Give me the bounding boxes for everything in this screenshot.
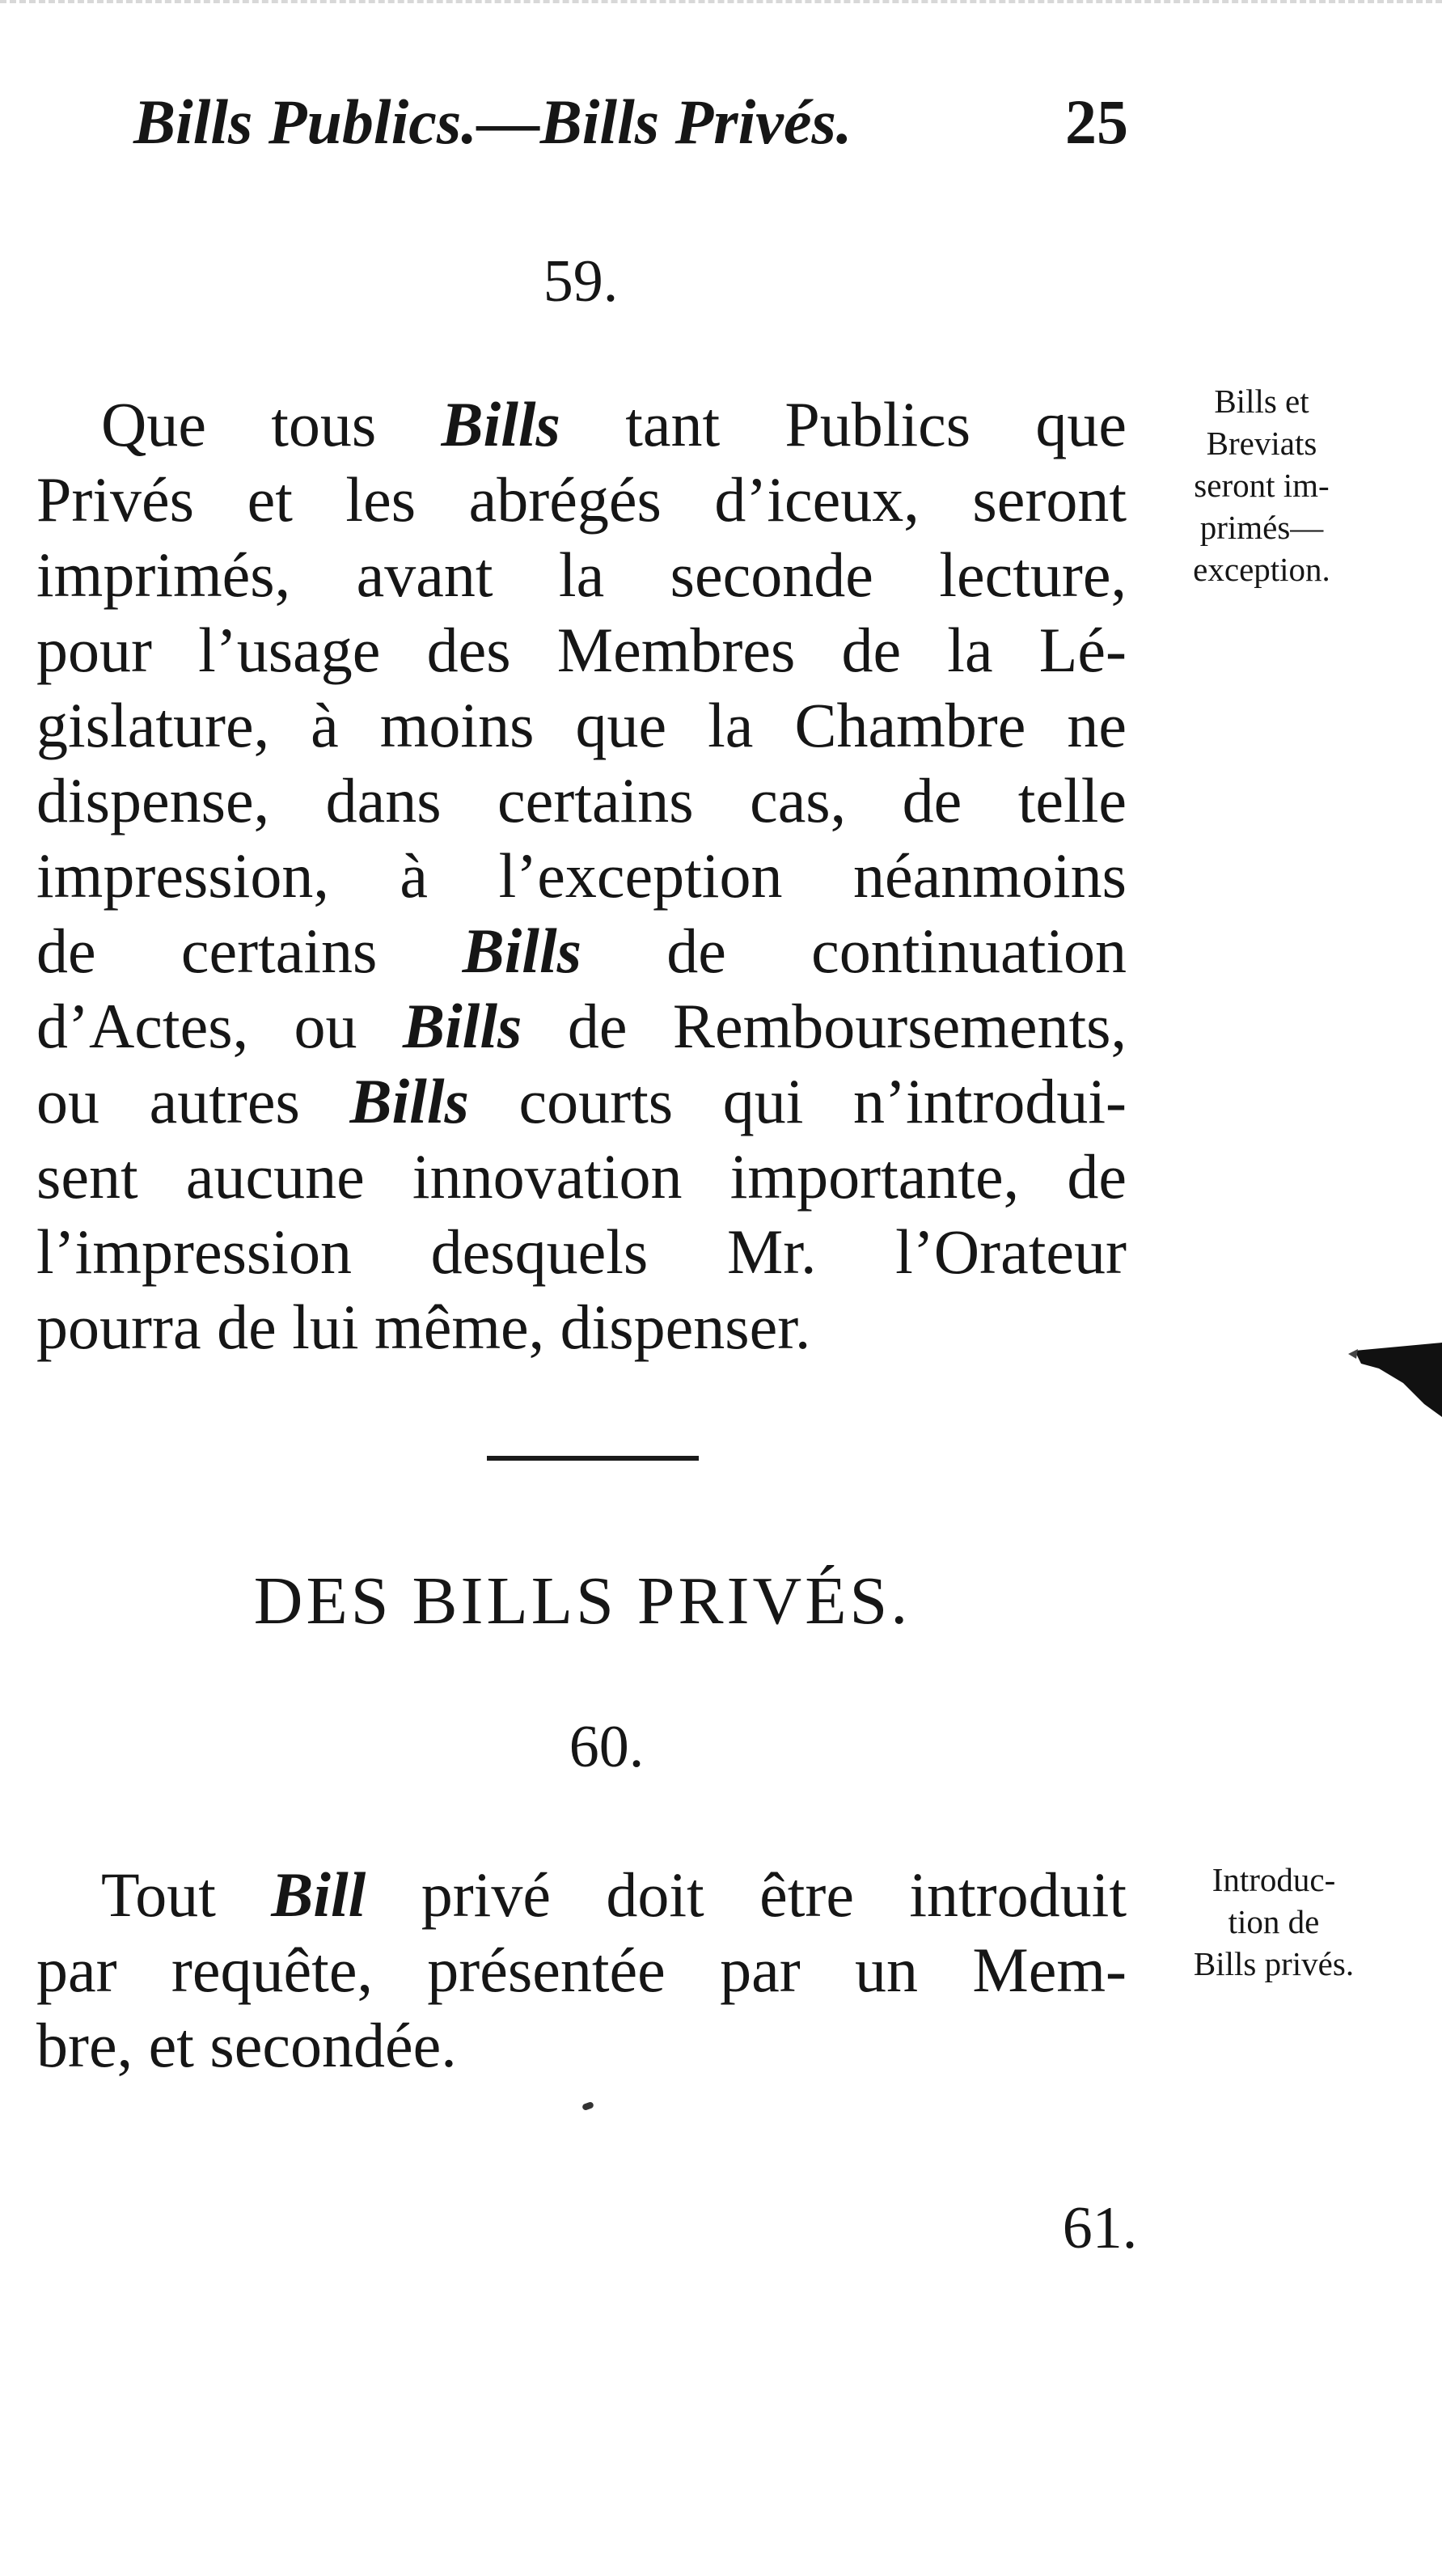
article-59-line: Privés et les abrégés d’iceux, seront xyxy=(36,464,1127,535)
article-59-line: imprimés, avant la seconde lecture, xyxy=(36,539,1127,610)
article-59-text xyxy=(36,387,1127,1364)
article-59-line: ou autres Bills courts qui n’introdui- xyxy=(36,1066,1127,1136)
article-59-line: d’Actes, ou Bills de Remboursements, xyxy=(36,991,1127,1061)
margin-note-line: Breviats xyxy=(1206,425,1317,462)
article-60-line: bre, et secondée. xyxy=(36,2010,457,2080)
section-divider-rule xyxy=(487,1456,699,1461)
article-60-line: Tout Bill privé doit être introduit xyxy=(101,1859,1127,1930)
scan-edge-artifact xyxy=(0,0,1442,36)
article-59-number: 59. xyxy=(543,248,619,315)
ink-speck-mark xyxy=(581,2101,594,2111)
margin-note-line: Bills et xyxy=(1214,383,1309,420)
margin-note-line: tion de xyxy=(1228,1903,1320,1940)
article-59-line: l’impression desquels Mr. l’Orateur xyxy=(36,1216,1127,1287)
article-59-line: dispense, dans certains cas, de telle xyxy=(36,765,1127,835)
article-60-text xyxy=(36,1857,1127,2083)
article-60-number: 60. xyxy=(569,1714,645,1780)
margin-note-line: primés— xyxy=(1199,509,1324,546)
article-59-line: pour l’usage des Membres de la Lé- xyxy=(36,615,1127,685)
article-59-line: pourra de lui même, dispenser. xyxy=(36,1292,811,1362)
article-60-line: par requête, présentée par un Mem- xyxy=(36,1935,1127,2005)
margin-note-line: seront im- xyxy=(1194,467,1330,504)
article-59-line: de certains Bills de continuation xyxy=(36,916,1127,986)
page-number: 25 xyxy=(1065,87,1128,157)
article-61-number: 61. xyxy=(1062,2195,1138,2261)
margin-note-line: Introduc- xyxy=(1212,1861,1336,1898)
article-59-line: gislature, à moins que la Chambre ne xyxy=(36,690,1127,760)
article-59-line: Que tous Bills tant Publics que xyxy=(101,389,1127,459)
running-head xyxy=(133,78,1128,167)
running-head-title: Bills Publics.—Bills Privés. xyxy=(133,87,852,157)
ink-blot-mark xyxy=(1347,1336,1442,1417)
margin-note-line: exception. xyxy=(1193,551,1330,588)
section-heading: DES BILLS PRIVÉS. xyxy=(253,1563,911,1639)
article-59-line: impression, à l’exception néanmoins xyxy=(36,840,1127,911)
margin-note-line: Bills privés. xyxy=(1193,1945,1355,1982)
article-60-margin-note xyxy=(1144,1859,1403,1985)
article-59-line: sent aucune innovation importante, de xyxy=(36,1141,1127,1212)
article-59-margin-note xyxy=(1132,380,1391,590)
